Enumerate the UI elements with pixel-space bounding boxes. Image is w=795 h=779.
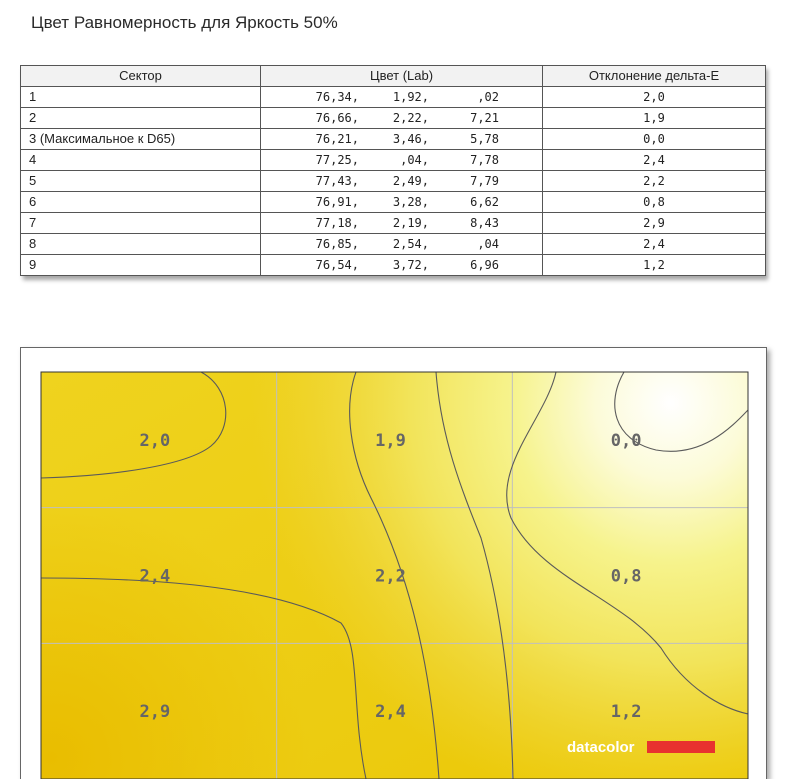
- lab-a-value: 2,49,: [392, 174, 429, 188]
- uniformity-chart-frame: [20, 347, 767, 779]
- cell-delta-e-label: 1,2: [610, 702, 642, 723]
- column-header-sector: Сектор: [21, 66, 261, 87]
- cell-delta-e-label: 2,4: [375, 702, 406, 723]
- lab-l-value: 76,85,: [315, 237, 359, 251]
- lab-table: [20, 65, 765, 276]
- sector-cell: 4: [21, 150, 261, 171]
- page-title: Цвет Равномерность для Яркость 50%: [31, 13, 338, 32]
- lab-l-value: 77,18,: [315, 216, 359, 230]
- cell-delta-e-label: 2,9: [139, 702, 171, 723]
- cell-delta-e-label: 1,9: [375, 430, 406, 451]
- table-row: [21, 213, 766, 234]
- lab-a-value: ,04,: [400, 153, 429, 167]
- lab-l-value: 76,54,: [315, 258, 359, 272]
- lab-b-value: 6,62: [470, 195, 499, 209]
- lab-l-value: 76,91,: [315, 195, 359, 209]
- lab-l-value: 76,66,: [315, 111, 359, 125]
- delta-e-cell: 2,4: [543, 150, 766, 171]
- lab-b-value: ,02: [477, 90, 499, 104]
- table-row: [21, 234, 766, 255]
- sector-cell: 8: [21, 234, 261, 255]
- sector-cell: 9: [21, 255, 261, 276]
- lab-b-value: 6,96: [470, 258, 499, 272]
- delta-e-cell: 1,2: [543, 255, 766, 276]
- lab-cell: [261, 234, 543, 255]
- delta-e-cell: 2,4: [543, 234, 766, 255]
- table-row: [21, 108, 766, 129]
- lab-cell: [261, 213, 543, 234]
- lab-a-value: 2,22,: [392, 111, 429, 125]
- lab-cell: [261, 255, 543, 276]
- datacolor-logo-bar: [647, 741, 715, 753]
- table-row: [21, 192, 766, 213]
- lab-l-value: 76,21,: [315, 132, 359, 146]
- sector-cell: 2: [21, 108, 261, 129]
- sector-cell: 6: [21, 192, 261, 213]
- table-header-row: [21, 66, 766, 87]
- lab-cell: [261, 129, 543, 150]
- cell-delta-e-label: 2,2: [375, 566, 406, 587]
- lab-cell: [261, 192, 543, 213]
- sector-cell: 5: [21, 171, 261, 192]
- lab-l-value: 76,34,: [315, 90, 359, 104]
- lab-a-value: 3,72,: [392, 258, 429, 272]
- delta-e-cell: 2,9: [543, 213, 766, 234]
- lab-cell: [261, 171, 543, 192]
- delta-e-cell: 1,9: [543, 108, 766, 129]
- cell-delta-e-label: 0,0: [610, 430, 642, 451]
- delta-e-cell: 2,0: [543, 87, 766, 108]
- lab-b-value: 7,78: [470, 153, 499, 167]
- table-row: [21, 255, 766, 276]
- cell-delta-e-label: 0,8: [610, 566, 642, 587]
- lab-a-value: 1,92,: [392, 90, 429, 104]
- cell-delta-e-label: 2,4: [139, 566, 171, 587]
- lab-cell: [261, 150, 543, 171]
- cell-delta-e-label: 2,0: [139, 430, 171, 451]
- column-header-lab: Цвет (Lab): [261, 66, 543, 87]
- sector-cell: 7: [21, 213, 261, 234]
- delta-e-cell: 2,2: [543, 171, 766, 192]
- lab-b-value: 5,78: [470, 132, 499, 146]
- uniformity-heatmap: [21, 348, 766, 779]
- sector-cell: 1: [21, 87, 261, 108]
- lab-a-value: 3,46,: [392, 132, 429, 146]
- lab-b-value: 7,21: [470, 111, 499, 125]
- lab-a-value: 2,19,: [392, 216, 429, 230]
- lab-l-value: 77,43,: [315, 174, 359, 188]
- lab-cell: [261, 108, 543, 129]
- table-row: [21, 171, 766, 192]
- lab-cell: [261, 87, 543, 108]
- lab-a-value: 2,54,: [392, 237, 429, 251]
- delta-e-cell: 0,0: [543, 129, 766, 150]
- datacolor-logo-text: datacolor: [567, 739, 635, 756]
- column-header-delta-e: Отклонение дельта-E: [543, 66, 766, 87]
- lab-b-value: ,04: [477, 237, 499, 251]
- table-row: [21, 150, 766, 171]
- table-row: [21, 129, 766, 150]
- lab-b-value: 8,43: [470, 216, 499, 230]
- lab-a-value: 3,28,: [392, 195, 429, 209]
- lab-b-value: 7,79: [470, 174, 499, 188]
- delta-e-cell: 0,8: [543, 192, 766, 213]
- table-row: [21, 87, 766, 108]
- sector-cell: 3 (Максимальное к D65): [21, 129, 261, 150]
- lab-l-value: 77,25,: [315, 153, 359, 167]
